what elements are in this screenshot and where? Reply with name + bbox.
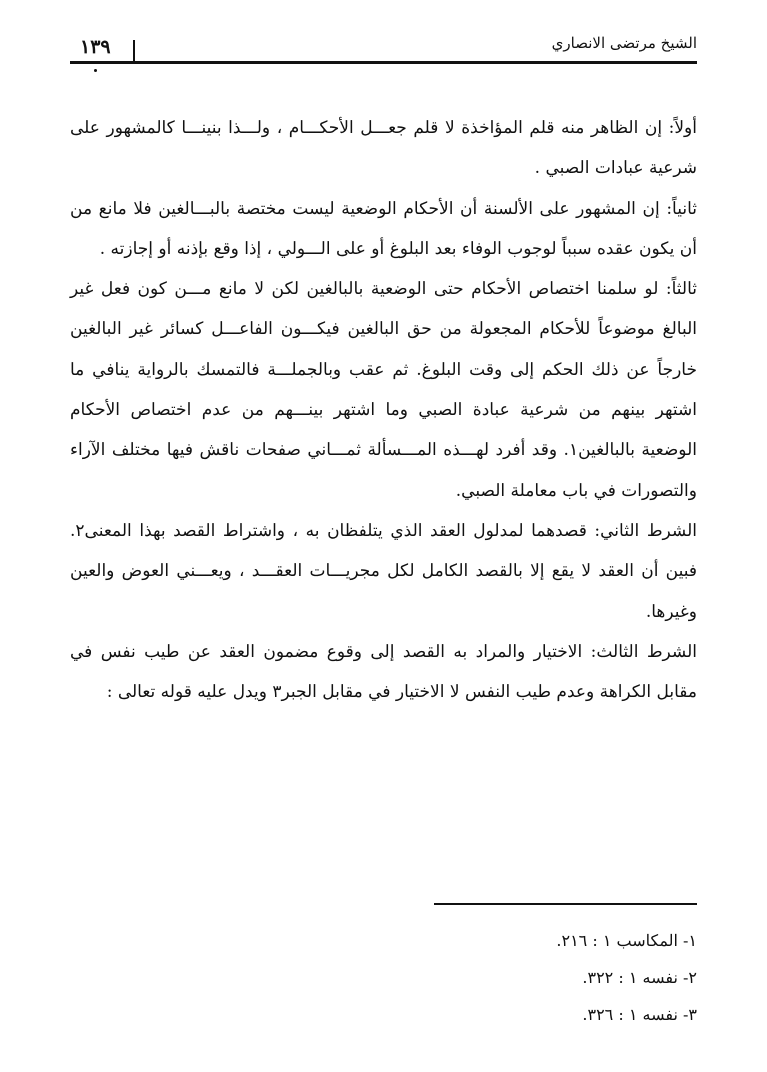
body-text	[70, 108, 697, 712]
footnotes	[367, 922, 697, 1033]
page-number: ١٣٩	[80, 36, 111, 58]
paragraph-third-condition: الشرط الثالث: الاختيار والمراد به القصد إلى وقوع مضمون العقد عن طيب نفس في مقابل الكراهة وعدم طيب النفس لا الاختيار في مقابل الجبر٣ ويدل عليه قوله تعالى :	[70, 641, 697, 703]
header-tick-mark	[133, 40, 135, 61]
footnote-1: ١- المكاسب ١ : ٢١٦.	[556, 931, 697, 950]
paragraph-second-point: ثانياً: إن المشهور على الألسنة أن الأحكام الوضعية ليست مختصة بالبـــالغين فلا مانع من أن يكون عقده سبباً لوجوب الوفاء بعد البلوغ أو على الـــولي ، إذا وقع بإذنه أو إجازته .	[70, 198, 697, 259]
paragraph-second-condition: الشرط الثاني: قصدهما لمدلول العقد الذي يتلفظان به ، واشتراط القصد بهذا المعنى٢. فبين أن العقد لا يقع إلا بالقصد الكامل لكل مجريـــات العقـــد ، ويعـــني العوض والعين وغيرها.	[70, 520, 697, 622]
running-header-title: الشيخ مرتضى الانصاري	[551, 34, 697, 52]
header-rule	[70, 61, 697, 64]
header-dot	[94, 69, 97, 72]
footnote-rule	[434, 903, 697, 905]
footnote-2: ٢- نفسه ١ : ٣٢٢.	[582, 968, 697, 987]
paragraph-third-point: ثالثاً: لو سلمنا اختصاص الأحكام حتى الوضعية بالبالغين لكن لا مانع مـــن كون فعل غير البالغ موضوعاً للأحكام المجعولة من حق البالغين فيكـــون الفاعـــل كسائر غير البالغين خارجاً عن ذلك الحكم إلى وقت البلوغ. ثم عقب وبالجملـــة فالتمسك بالرواية ينافي ما اشتهر بينهم من شرعية عبادة الصبي وما اشتهر بينـــهم من عدم اختصاص الأحكام الوضعية بالبالغين١. وقد أفرد لهـــذه المـــسألة ثمـــاني صفحات ناقش فيها مختلف الآراء والتصورات في باب معاملة الصبي.	[70, 279, 697, 501]
footnote-3: ٣- نفسه ١ : ٣٢٦.	[582, 1005, 697, 1024]
paragraph-first-point: أولاً: إن الظاهر منه قلم المؤاخذة لا قلم جعـــل الأحكـــام ، ولـــذا بنينـــا كالمشهور على شرعية عبادات الصبي .	[70, 118, 697, 179]
